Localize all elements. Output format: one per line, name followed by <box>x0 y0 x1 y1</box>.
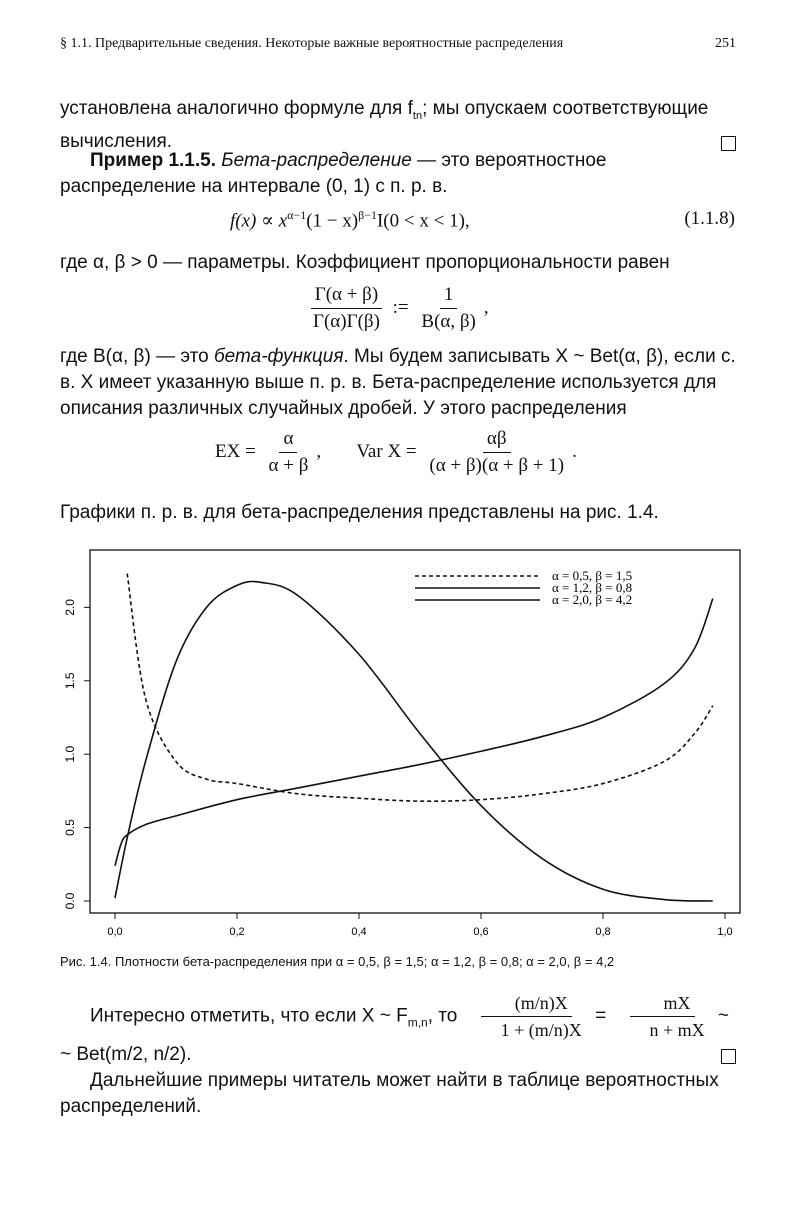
y-tick-label: 0.5 <box>63 819 77 836</box>
running-header <box>60 36 736 52</box>
example-label: Пример 1.1.5. <box>90 150 216 171</box>
figure-caption: Рис. 1.4. Плотности бета-распределения при α = 0,5, β = 1,5; α = 1,2, β = 0,8; α = 2,0, β = 4,2 <box>60 954 615 969</box>
plot-frame <box>90 550 740 913</box>
series-line-3 <box>115 581 713 901</box>
y-tick-label: 1.5 <box>63 672 77 690</box>
series-line-1 <box>127 574 713 802</box>
intro-paragraph: установлена аналогично формуле для $f_{tn}$; мы опускаем соответствующие вычисления. <box>60 96 736 155</box>
fisher-line-2: ~ Bet(m/2, n/2). <box>60 1042 736 1068</box>
beta-density-chart <box>40 535 750 955</box>
example-term: Бета-распределение <box>221 150 412 171</box>
closing-paragraph: Дальнейшие примеры читатель может найти в таблице вероятностных распределений. <box>60 1070 719 1117</box>
x-tick-label: 0,4 <box>351 926 367 938</box>
x-tick-label: 1,0 <box>717 926 733 938</box>
params-paragraph: где α, β > 0 — параметры. Коэффициент пропорциональности равен <box>60 252 670 273</box>
equation-moments: EX = $\frac{\alpha}{\alpha + \beta}$ , Var X = $\frac{\alpha\beta}{(\alpha + \beta)(\alpha + \beta + 1)}$ . <box>215 428 577 476</box>
x-tick-label: 0,6 <box>473 926 489 938</box>
series-line-2 <box>115 599 713 866</box>
legend-label: α = 2,0, β = 4,2 <box>552 592 633 607</box>
beta-function-paragraph: где B(α, β) — это бета-функция. Мы будем записывать X ~ Bet(α, β), если с. в. X имеет указанную выше п. р. в. Бета-распределение используется для описания различных случайных дробей. У этого распределения <box>60 346 736 419</box>
figure-1-4 <box>40 535 750 955</box>
equation-number: (1.1.8) <box>684 208 735 229</box>
qed-box <box>721 1049 736 1064</box>
y-tick-label: 2.0 <box>63 599 77 616</box>
legend-label: α = 1,2, β = 0,8 <box>552 580 633 595</box>
x-tick-label: 0,2 <box>229 926 245 938</box>
graphs-paragraph: Графики п. р. в. для бета-распределения представлены на рис. 1.4. <box>60 502 659 523</box>
page-number: 251 <box>715 36 736 51</box>
section-title: § 1.1. Предварительные сведения. Некоторые важные вероятностные распределения <box>60 36 564 51</box>
equation-beta-density: $f(x) \propto x^{\alpha-1}(1 - x)^{\beta-1}I(0 < x < 1)$, <box>230 208 470 232</box>
legend-label: α = 0,5, β = 1,5 <box>552 568 633 583</box>
y-tick-label: 1.0 <box>63 745 77 763</box>
equation-coefficient: $\frac{\Gamma(\alpha + \beta)}{\Gamma(\alpha)\Gamma(\beta)}$ := $\frac{1}{B(\alpha, \beta)}$ , <box>305 284 489 333</box>
x-tick-label: 0,0 <box>107 926 123 938</box>
x-tick-label: 0,8 <box>595 926 611 938</box>
example-paragraph: Пример 1.1.5. Бета-распределение — это вероятностное распределение на интервале (0, 1) с п. р. в. <box>60 150 607 197</box>
y-tick-label: 0.0 <box>63 892 77 910</box>
fisher-paragraph: Интересно отметить, что если X ~ $F_{m,n}$, то $\frac{(m/n)X}{1 + (m/n)X}$ = $\frac{mX}{n + mX}$ ~ <box>90 993 729 1040</box>
